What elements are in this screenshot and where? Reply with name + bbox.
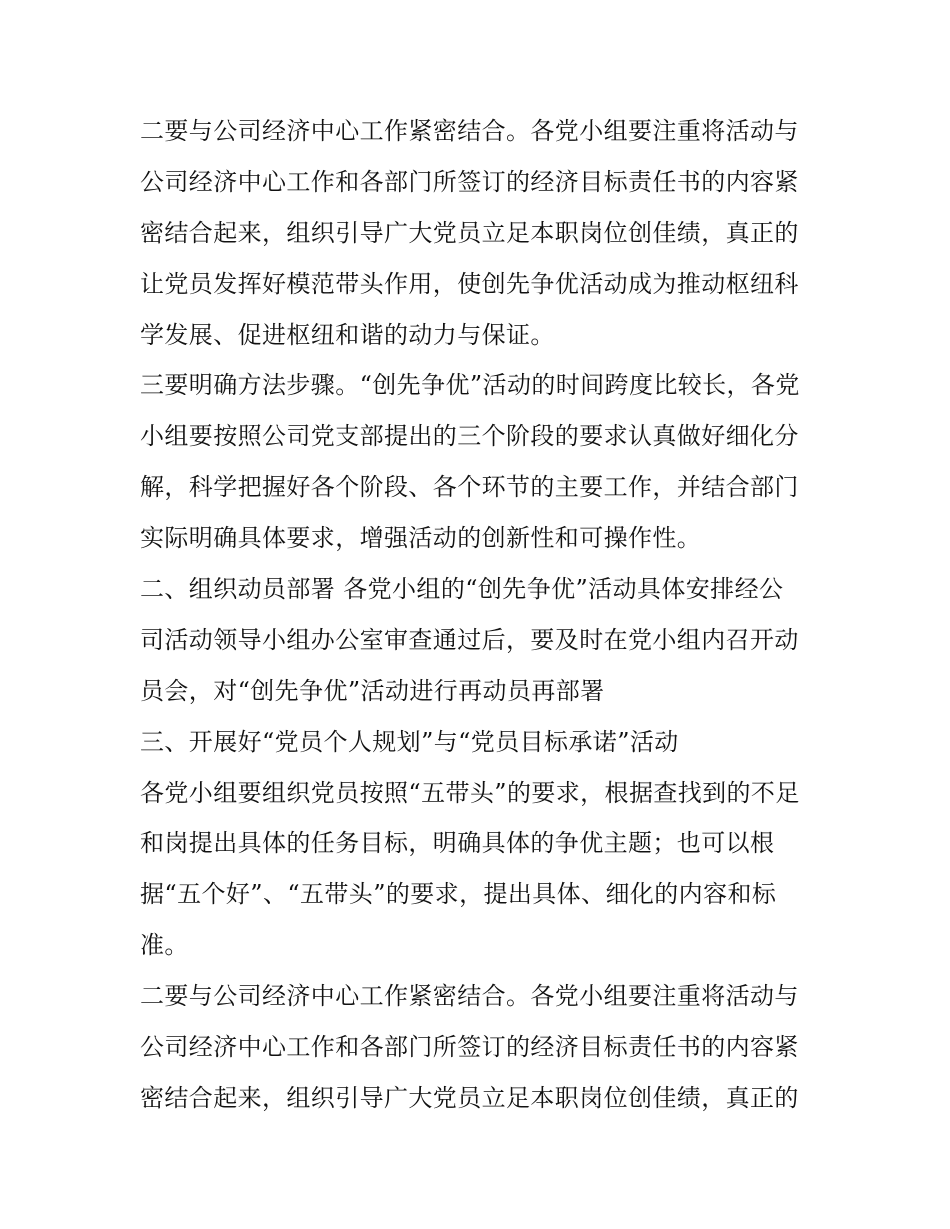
text-line: 公司经济中心工作和各部门所签订的经济目标责任书的内容紧: [140, 1033, 799, 1062]
text-line: 司活动领导小组办公室审查通过后，要及时在党小组内召开动: [140, 625, 799, 654]
text-line: 二要与公司经济中心工作紧密结合。各党小组要注重将活动与: [140, 982, 799, 1011]
text-line: 实际明确具体要求，增强活动的创新性和可操作性。: [140, 524, 702, 553]
text-line: 密结合起来，组织引导广大党员立足本职岗位创佳绩，真正的: [140, 218, 799, 247]
text-line: 准。: [140, 931, 189, 960]
document-body: [140, 106, 820, 1124]
text-line: 各党小组要组织党员按照“五带头”的要求，根据查找到的不足: [140, 778, 800, 807]
text-line: 二、组织动员部署 各党小组的“创先争优”活动具体安排经公: [140, 575, 784, 604]
text-line: 密结合起来，组织引导广大党员立足本职岗位创佳绩，真正的: [140, 1083, 799, 1112]
text-line: 解，科学把握好各个阶段、各个环节的主要工作，并结合部门: [140, 473, 799, 502]
text-line: 据“五个好”、“五带头”的要求，提出具体、细化的内容和标: [140, 880, 777, 909]
text-line: 小组要按照公司党支部提出的三个阶段的要求认真做好细化分: [140, 422, 799, 451]
text-line: 三要明确方法步骤。“创先争优”活动的时间跨度比较长，各党: [140, 371, 800, 400]
text-line: 让党员发挥好模范带头作用，使创先争优活动成为推动枢纽科: [140, 269, 799, 298]
text-line: 公司经济中心工作和各部门所签订的经济目标责任书的内容紧: [140, 167, 799, 196]
text-line: 二要与公司经济中心工作紧密结合。各党小组要注重将活动与: [140, 117, 799, 145]
text-line: 和岗提出具体的任务目标，明确具体的争优主题；也可以根: [140, 829, 775, 858]
text-line: 学发展、促进枢纽和谐的动力与保证。: [140, 320, 555, 349]
text-line: 三、开展好“党员个人规划”与“党员目标承诺”活动: [140, 727, 679, 756]
text-line: 员会，对“创先争优”活动进行再动员再部署: [140, 676, 605, 705]
